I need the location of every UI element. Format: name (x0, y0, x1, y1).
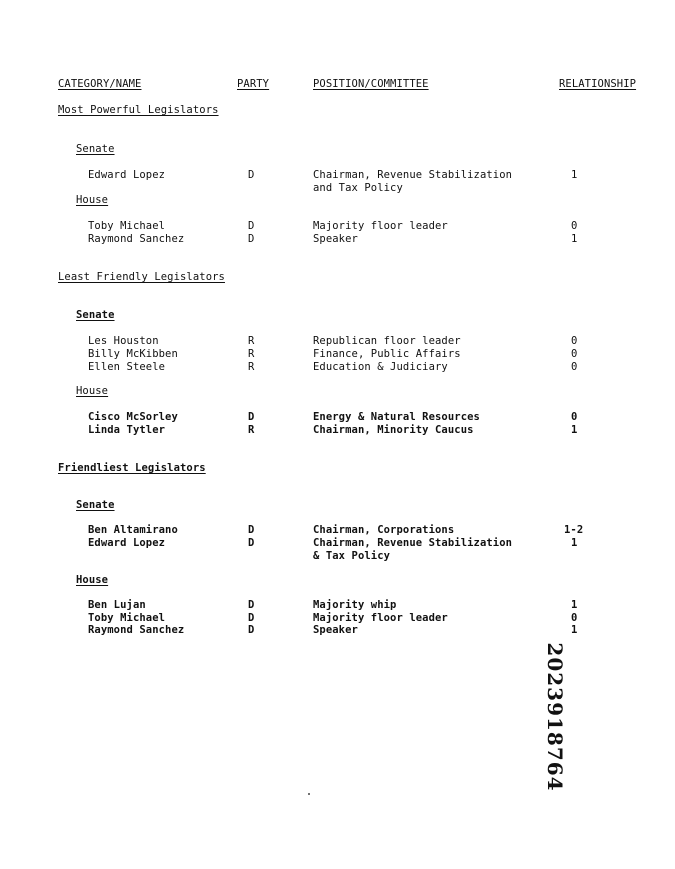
legislator-relationship: 1-2 (564, 524, 584, 536)
legislator-name: Edward Lopez (88, 169, 166, 181)
legislator-relationship: 1 (571, 537, 578, 549)
legislator-name: Billy McKibben (88, 348, 178, 360)
legislator-party: D (248, 220, 255, 232)
legislator-position: Chairman, Minority Caucus (313, 424, 474, 436)
legislator-party: D (248, 624, 255, 636)
legislator-position: Speaker (313, 624, 358, 636)
document-id-stamp: 2023918764 (543, 642, 567, 792)
scan-speck (308, 793, 310, 795)
chamber-heading: House (76, 194, 109, 206)
legislator-position: Education & Judiciary (313, 361, 448, 373)
section-title: Most Powerful Legislators (58, 104, 219, 116)
legislator-position-cont: & Tax Policy (313, 550, 391, 562)
legislator-relationship: 0 (571, 220, 578, 232)
header-relationship: RELATIONSHIP (559, 78, 637, 90)
legislator-party: R (248, 424, 255, 436)
legislator-relationship: 1 (571, 599, 578, 611)
chamber-heading: Senate (76, 143, 115, 155)
legislator-party: D (248, 411, 255, 423)
section-title: Least Friendly Legislators (58, 271, 225, 283)
chamber-heading: Senate (76, 499, 115, 511)
legislator-position: Majority floor leader (313, 612, 448, 624)
legislator-name: Cisco McSorley (88, 411, 178, 423)
legislator-relationship: 0 (571, 335, 578, 347)
legislator-party: R (248, 335, 255, 347)
legislator-party: D (248, 524, 255, 536)
legislator-relationship: 0 (571, 361, 578, 373)
legislator-position: Majority floor leader (313, 220, 448, 232)
chamber-heading: House (76, 574, 109, 586)
header-category: CATEGORY/NAME (58, 78, 142, 90)
legislator-name: Raymond Sanchez (88, 624, 185, 636)
legislator-position: Finance, Public Affairs (313, 348, 461, 360)
legislator-relationship: 1 (571, 169, 578, 181)
header-position: POSITION/COMMITTEE (313, 78, 429, 90)
legislator-relationship: 1 (571, 624, 578, 636)
chamber-heading: House (76, 385, 109, 397)
legislator-party: D (248, 233, 255, 245)
legislator-position: Majority whip (313, 599, 397, 611)
legislator-position: Chairman, Revenue Stabilization (313, 537, 513, 549)
legislator-position: Republican floor leader (313, 335, 461, 347)
legislator-party: R (248, 348, 255, 360)
legislator-position: Chairman, Revenue Stabilization (313, 169, 513, 181)
legislator-position-cont: and Tax Policy (313, 182, 403, 194)
legislator-relationship: 1 (571, 233, 578, 245)
header-party: PARTY (237, 78, 270, 90)
legislator-relationship: 0 (571, 348, 578, 360)
legislator-name: Ben Lujan (88, 599, 146, 611)
legislator-name: Toby Michael (88, 612, 166, 624)
legislator-name: Raymond Sanchez (88, 233, 185, 245)
legislator-position: Chairman, Corporations (313, 524, 455, 536)
chamber-heading: Senate (76, 309, 115, 321)
legislator-relationship: 0 (571, 612, 578, 624)
legislator-party: R (248, 361, 255, 373)
legislator-name: Ben Altamirano (88, 524, 178, 536)
section-title: Friendliest Legislators (58, 462, 206, 474)
legislator-name: Linda Tytler (88, 424, 166, 436)
legislator-position: Energy & Natural Resources (313, 411, 480, 423)
legislator-relationship: 0 (571, 411, 578, 423)
legislator-name: Les Houston (88, 335, 159, 347)
legislator-party: D (248, 537, 255, 549)
legislator-name: Toby Michael (88, 220, 166, 232)
legislator-party: D (248, 169, 255, 181)
legislator-relationship: 1 (571, 424, 578, 436)
legislator-party: D (248, 599, 255, 611)
legislator-name: Edward Lopez (88, 537, 166, 549)
legislator-position: Speaker (313, 233, 358, 245)
legislator-party: D (248, 612, 255, 624)
legislator-name: Ellen Steele (88, 361, 166, 373)
